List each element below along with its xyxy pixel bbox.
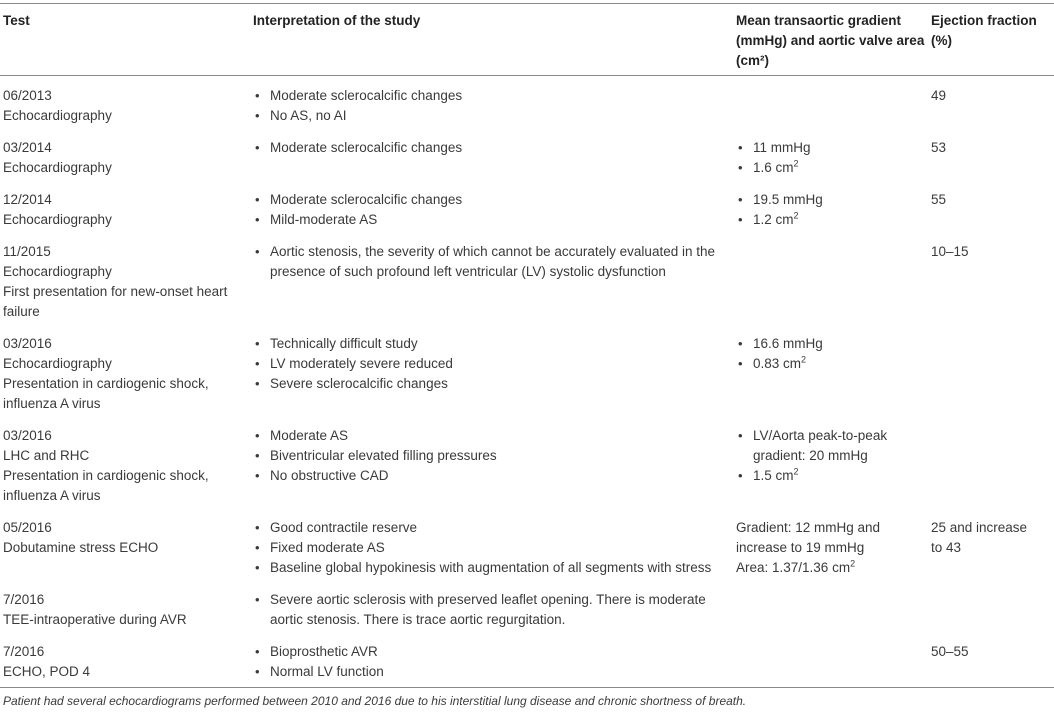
gradient-cell-list [736, 334, 926, 374]
test-cell [3, 190, 243, 230]
test-cell-line: Presentation in cardiogenic shock, [3, 376, 209, 391]
gradient-cell [736, 334, 926, 374]
bullet-item: • 11 mmHg [736, 138, 926, 158]
test-cell-line: 03/2014 [3, 140, 52, 155]
gradient-cell [736, 426, 926, 486]
interpretation-cell-list [253, 334, 731, 394]
bullet-item: • Mild-moderate AS [253, 210, 731, 230]
interpretation-cell-list [253, 590, 731, 630]
test-cell-line: influenza A virus [3, 488, 101, 503]
table-top-rule [0, 3, 1054, 4]
header-gradient: Mean transaortic gradient (mmHg) and aortic valve area (cm²) [736, 13, 925, 68]
gradient-cell [736, 138, 926, 178]
bullet-item: • Moderate AS [253, 426, 731, 446]
bullet-item: • 0.83 $cm^2$ [736, 354, 926, 374]
test-cell-line: failure [3, 304, 40, 319]
bullet-item: • Moderate sclerocalcific changes [253, 86, 731, 106]
interpretation-cell-list [253, 138, 731, 158]
test-cell-line: influenza A virus [3, 396, 101, 411]
test-cell [3, 518, 243, 558]
test-cell-line: Echocardiography [3, 356, 112, 371]
test-cell-line: ECHO, POD 4 [3, 664, 91, 679]
test-cell-line: Echocardiography [3, 108, 112, 123]
test-cell-line: First presentation for new-onset heart [3, 284, 228, 299]
bullet-item: • 1.5 $cm^2$ [736, 466, 926, 486]
gradient-cell-list [736, 138, 926, 178]
test-cell-line: 7/2016 [3, 644, 45, 659]
interpretation-cell-list [253, 426, 731, 486]
interpretation-cell-list [253, 190, 731, 230]
bullet-item: • Moderate sclerocalcific changes [253, 190, 731, 210]
ejection-fraction-cell-line: 53 [931, 140, 947, 155]
table-footnote: Patient had several echocardiograms performed between 2010 and 2016 due to his interstitial lung disease and chronic shortness of breath. [3, 694, 747, 708]
gradient-cell-line: Area: 1.37/1.36 $cm^2$ [736, 558, 856, 575]
bullet-item: • Moderate sclerocalcific changes [253, 138, 731, 158]
test-cell [3, 86, 243, 126]
interpretation-cell [253, 138, 731, 158]
bullet-item: • Biventricular elevated filling pressures [253, 446, 731, 466]
ejection-fraction-cell [931, 518, 1051, 558]
bullet-item: • 19.5 mmHg [736, 190, 926, 210]
bullet-item: • Aortic stenosis, the severity of which cannot be accurately evaluated in the presence of such profound left ventricular (LV) systolic dysfunction [253, 242, 731, 282]
bullet-item: • Normal LV function [253, 662, 731, 682]
interpretation-cell [253, 518, 731, 578]
interpretation-cell [253, 86, 731, 126]
header-rule [0, 75, 1054, 76]
interpretation-cell [253, 190, 731, 230]
interpretation-cell-list [253, 642, 731, 682]
bullet-item: • Severe sclerocalcific changes [253, 374, 731, 394]
bullet-item: • 1.2 $cm^2$ [736, 210, 926, 230]
ejection-fraction-cell-line: 25 and increase [931, 520, 1028, 535]
ejection-fraction-cell-line: 10–15 [931, 244, 969, 259]
ejection-fraction-cell [931, 86, 1051, 106]
ejection-fraction-cell [931, 642, 1051, 662]
interpretation-cell [253, 426, 731, 486]
test-cell-line: 03/2016 [3, 336, 52, 351]
test-cell-line: Echocardiography [3, 160, 112, 175]
test-cell-line: Echocardiography [3, 212, 112, 227]
bullet-item: • Good contractile reserve [253, 518, 731, 538]
test-cell-line: LHC and RHC [3, 448, 90, 463]
interpretation-cell [253, 242, 731, 282]
ejection-fraction-cell [931, 242, 1051, 262]
bullet-item: • No obstructive CAD [253, 466, 731, 486]
test-cell [3, 334, 243, 414]
test-cell [3, 590, 243, 630]
bullet-item: • 16.6 mmHg [736, 334, 926, 354]
test-cell [3, 138, 243, 178]
bullet-item: • LV moderately severe reduced [253, 354, 731, 374]
bullet-item: • Baseline global hypokinesis with augmentation of all segments with stress [253, 558, 731, 578]
test-cell-line: 06/2013 [3, 88, 52, 103]
header-ejection-fraction: Ejection fraction (%) [931, 13, 1037, 48]
bullet-item: • No AS, no AI [253, 106, 731, 126]
test-cell-line: 11/2015 [3, 244, 51, 259]
ejection-fraction-cell-line: 49 [931, 88, 947, 103]
bullet-item: • Bioprosthetic AVR [253, 642, 731, 662]
ejection-fraction-cell-line: to 43 [931, 540, 962, 555]
gradient-cell-list [736, 190, 926, 230]
gradient-cell [736, 518, 926, 578]
test-cell [3, 426, 243, 506]
table-bottom-rule [0, 687, 1054, 688]
ejection-fraction-cell [931, 190, 1051, 210]
interpretation-cell [253, 642, 731, 682]
interpretation-cell-list [253, 86, 731, 126]
bullet-item: • Severe aortic sclerosis with preserved leaflet opening. There is moderate aortic stenosis. There is trace aortic regurgitation. [253, 590, 731, 630]
bullet-item: • 1.6 $cm^2$ [736, 158, 926, 178]
interpretation-cell [253, 590, 731, 630]
bullet-item: • Fixed moderate AS [253, 538, 731, 558]
test-cell-line: Dobutamine stress ECHO [3, 540, 159, 555]
header-test: Test [3, 13, 30, 28]
test-cell [3, 642, 243, 682]
gradient-cell [736, 190, 926, 230]
gradient-cell-line: increase to 19 mmHg [736, 540, 865, 555]
test-cell-line: Presentation in cardiogenic shock, [3, 468, 209, 483]
bullet-item: • Technically difficult study [253, 334, 731, 354]
interpretation-cell [253, 334, 731, 394]
test-cell [3, 242, 243, 322]
gradient-cell-list [736, 426, 926, 486]
test-cell-line: 12/2014 [3, 192, 52, 207]
gradient-cell-line: Gradient: 12 mmHg and [736, 520, 881, 535]
header-interpretation: Interpretation of the study [253, 13, 421, 28]
ejection-fraction-cell-line: 50–55 [931, 644, 969, 659]
test-cell-line: 03/2016 [3, 428, 52, 443]
test-cell-line: 7/2016 [3, 592, 45, 607]
test-cell-line: 05/2016 [3, 520, 52, 535]
ejection-fraction-cell [931, 138, 1051, 158]
interpretation-cell-list [253, 518, 731, 578]
ejection-fraction-cell-line: 55 [931, 192, 947, 207]
test-cell-line: Echocardiography [3, 264, 112, 279]
test-cell-line: TEE-intraoperative during AVR [3, 612, 187, 627]
bullet-item: • LV/Aorta peak-to-peak gradient: 20 mmHg [736, 426, 926, 466]
interpretation-cell-list [253, 242, 731, 282]
